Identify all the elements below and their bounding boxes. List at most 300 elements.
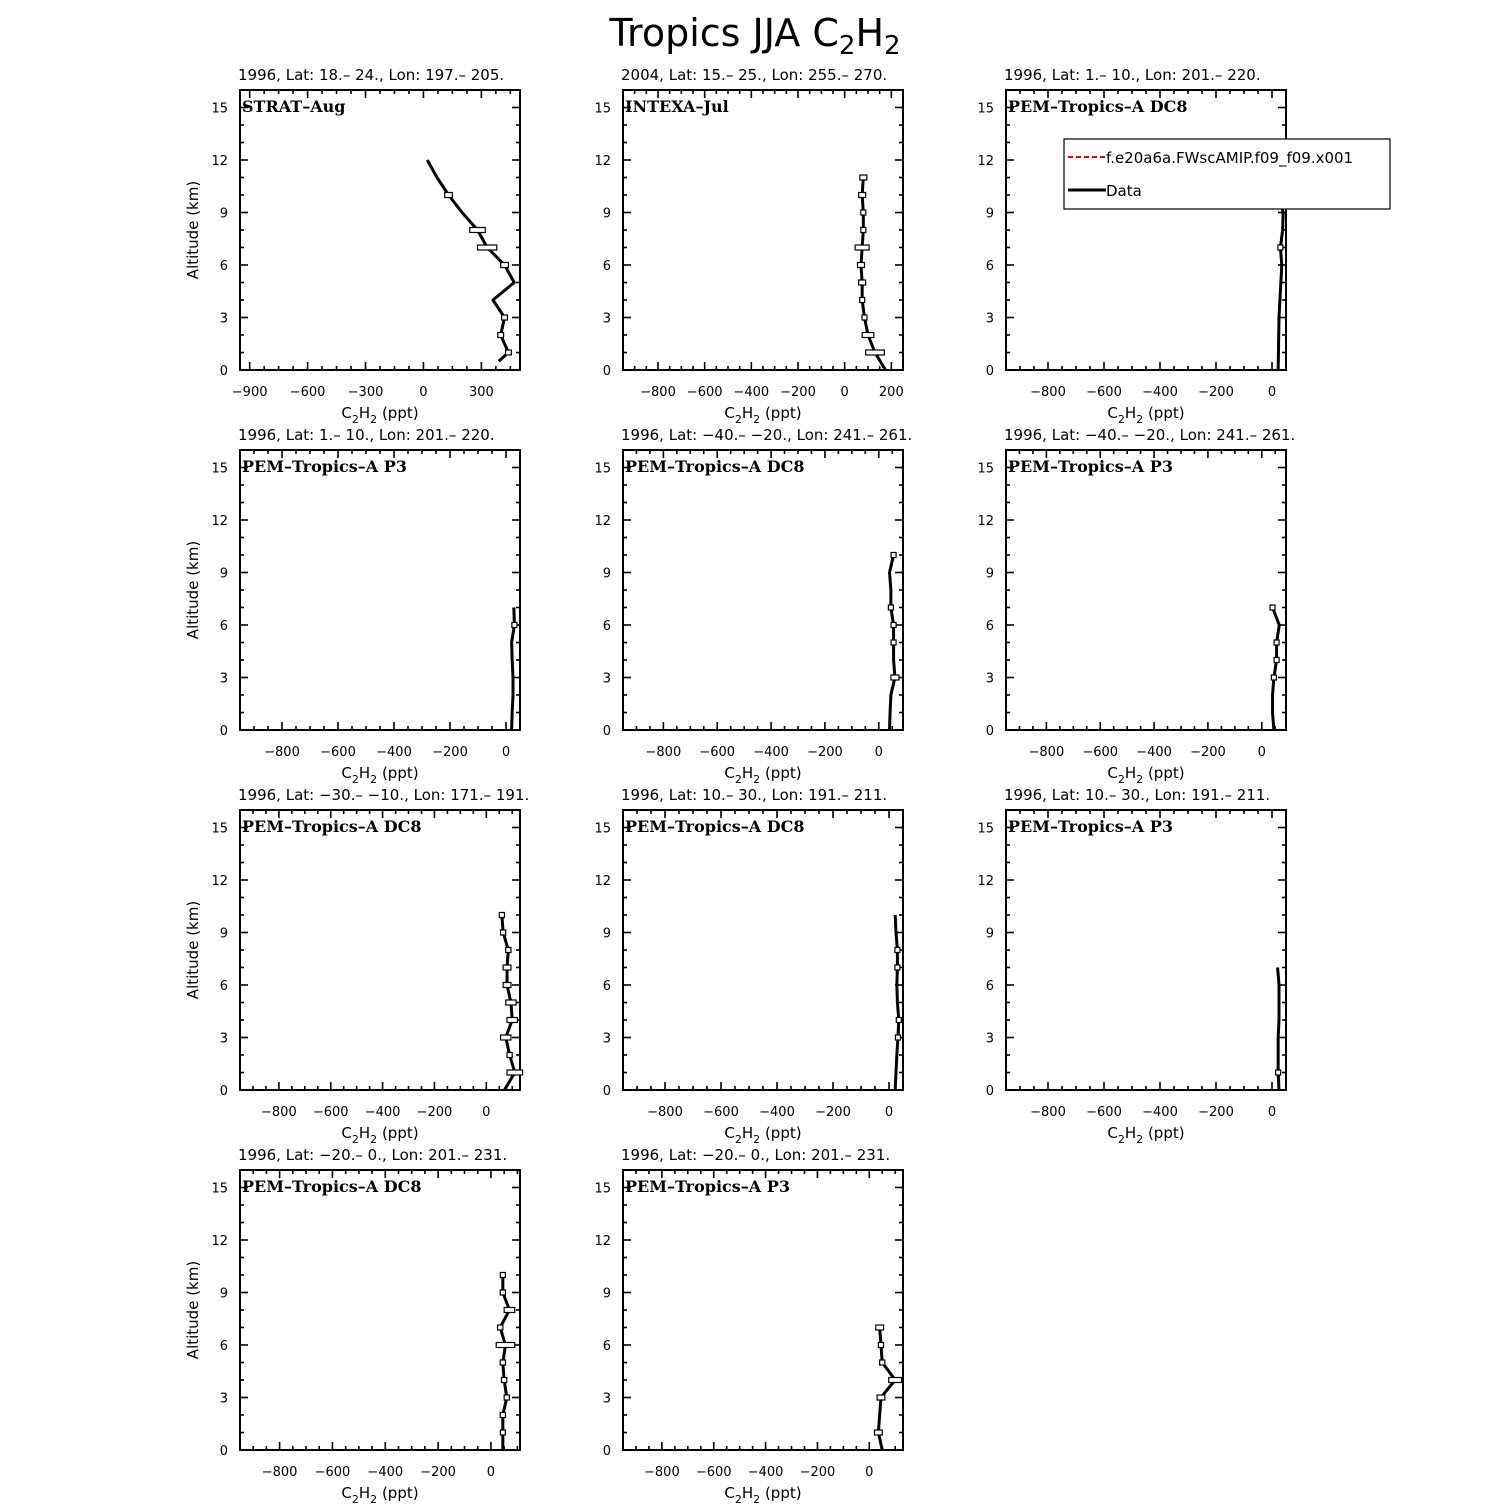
y-tick-label: 0 bbox=[985, 1084, 994, 1099]
x-axis-label bbox=[341, 764, 418, 786]
x-tick-label: 0 bbox=[865, 1465, 874, 1480]
error-box bbox=[507, 1070, 523, 1075]
x-tick-label: −400 bbox=[1142, 1105, 1178, 1120]
error-box bbox=[496, 1343, 514, 1348]
y-tick-label: 0 bbox=[602, 364, 611, 379]
y-tick-label: 3 bbox=[602, 1031, 611, 1047]
x-axis-label-part: (ppt) bbox=[377, 1124, 419, 1142]
y-tick-label: 12 bbox=[594, 514, 611, 529]
x-tick-label: −300 bbox=[347, 385, 384, 400]
x-axis-label-part: 2 bbox=[753, 773, 761, 786]
error-box bbox=[895, 1035, 900, 1040]
y-tick-label: 12 bbox=[211, 874, 228, 889]
x-axis-label bbox=[724, 1484, 801, 1506]
error-box bbox=[506, 1000, 516, 1005]
y-tick-label: 15 bbox=[594, 461, 611, 477]
error-box bbox=[445, 193, 453, 198]
error-box bbox=[860, 175, 867, 180]
panel-7 bbox=[184, 786, 529, 1146]
x-axis-label bbox=[1107, 1124, 1184, 1146]
error-box bbox=[501, 1035, 511, 1040]
error-box bbox=[499, 913, 504, 918]
y-tick-label: 15 bbox=[594, 101, 611, 117]
panel-tag: PEM–Tropics–A DC8 bbox=[625, 817, 805, 836]
y-tick-label: 6 bbox=[219, 619, 228, 634]
x-axis-label-part: 2 bbox=[370, 1133, 378, 1146]
panel-tag: PEM–Tropics–A DC8 bbox=[242, 1177, 422, 1196]
x-axis-label-part: 2 bbox=[370, 413, 378, 426]
x-axis-label-part: C bbox=[341, 404, 352, 422]
error-box bbox=[500, 1273, 505, 1278]
error-box bbox=[507, 1018, 517, 1023]
error-box bbox=[504, 1308, 515, 1313]
x-axis-label-part: (ppt) bbox=[1143, 1124, 1185, 1142]
x-tick-label: −800 bbox=[647, 1105, 683, 1120]
y-tick-label: 3 bbox=[219, 1391, 228, 1407]
x-axis-label-part: C bbox=[724, 764, 735, 782]
x-tick-label: −200 bbox=[780, 385, 816, 400]
x-tick-label: 0 bbox=[1267, 1105, 1277, 1120]
y-tick-label: 12 bbox=[594, 154, 611, 169]
x-axis-label-part: 2 bbox=[351, 773, 359, 786]
y-tick-label: 12 bbox=[594, 874, 611, 889]
y-tick-label: 6 bbox=[985, 979, 994, 994]
x-axis-label-part: C bbox=[724, 1484, 735, 1502]
x-tick-label: −900 bbox=[231, 385, 268, 400]
panel-tag: PEM–Tropics–A DC8 bbox=[242, 817, 422, 836]
x-axis-label-part: H bbox=[741, 404, 754, 422]
x-tick-label: −600 bbox=[1082, 745, 1119, 760]
panel-header: 1996, Lat: 1.– 10., Lon: 201.– 220. bbox=[238, 426, 495, 444]
y-tick-label: 15 bbox=[977, 461, 994, 477]
figure-title-main: Tropics JJA C bbox=[609, 11, 839, 55]
plot-frame bbox=[240, 1170, 520, 1450]
x-tick-label: −800 bbox=[640, 385, 676, 400]
error-box bbox=[507, 1053, 512, 1058]
plot-frame bbox=[623, 450, 903, 730]
x-axis-label-part: H bbox=[358, 764, 371, 782]
x-tick-label: 0 bbox=[1267, 385, 1277, 400]
error-box bbox=[859, 193, 866, 198]
x-axis-label-part: 2 bbox=[734, 413, 742, 426]
x-tick-label: −400 bbox=[364, 1105, 401, 1120]
data-profile-line bbox=[895, 915, 899, 1090]
x-tick-label: −200 bbox=[1198, 385, 1234, 400]
y-tick-label: 9 bbox=[602, 926, 611, 942]
error-box bbox=[1271, 675, 1276, 680]
legend bbox=[1064, 139, 1390, 209]
x-axis-label-part: 2 bbox=[753, 1133, 761, 1146]
x-axis-label-part: C bbox=[341, 1124, 352, 1142]
y-tick-label: 15 bbox=[594, 821, 611, 837]
x-axis-label-part: 2 bbox=[370, 1493, 378, 1506]
panel-tag: STRAT–Aug bbox=[242, 97, 346, 116]
error-box bbox=[891, 640, 896, 645]
x-axis-label-part: 2 bbox=[753, 413, 761, 426]
figure-title-mid: H bbox=[855, 11, 885, 55]
error-box bbox=[478, 245, 497, 250]
x-axis-label-part: (ppt) bbox=[760, 764, 802, 782]
panel-header: 1996, Lat: 10.– 30., Lon: 191.– 211. bbox=[621, 786, 888, 804]
panel-2 bbox=[594, 66, 903, 426]
error-box bbox=[855, 245, 869, 250]
panel-6 bbox=[977, 426, 1295, 786]
x-axis-label-part: (ppt) bbox=[760, 1124, 802, 1142]
x-tick-label: 0 bbox=[486, 1465, 496, 1480]
panel-tag: PEM–Tropics–A DC8 bbox=[625, 457, 805, 476]
x-axis-label-part: 2 bbox=[734, 773, 742, 786]
error-box bbox=[470, 228, 485, 233]
error-box bbox=[506, 350, 512, 355]
panel-header: 2004, Lat: 15.– 25., Lon: 255.– 270. bbox=[621, 66, 888, 84]
y-tick-label: 9 bbox=[985, 206, 994, 222]
plot-frame bbox=[623, 810, 903, 1090]
error-box bbox=[503, 965, 511, 970]
error-box bbox=[512, 623, 517, 628]
error-box bbox=[498, 1325, 503, 1330]
y-tick-label: 9 bbox=[602, 206, 611, 222]
x-axis-label-part: (ppt) bbox=[377, 404, 419, 422]
x-axis-label bbox=[1107, 764, 1184, 786]
error-box bbox=[859, 280, 866, 285]
error-box bbox=[858, 263, 865, 268]
panel-tag: PEM–Tropics–A P3 bbox=[625, 1177, 790, 1196]
error-box bbox=[502, 315, 508, 320]
x-tick-label: 0 bbox=[501, 745, 511, 760]
x-tick-label: 0 bbox=[419, 385, 428, 400]
x-axis-label bbox=[724, 1124, 801, 1146]
y-tick-label: 0 bbox=[985, 724, 994, 739]
x-axis-label-part: (ppt) bbox=[760, 1484, 802, 1502]
panel-header: 1996, Lat: −20.– 0., Lon: 201.– 231. bbox=[238, 1146, 508, 1164]
x-tick-label: −400 bbox=[1136, 745, 1172, 760]
x-axis-label-part: H bbox=[358, 1484, 371, 1502]
panel-tag: PEM–Tropics–A P3 bbox=[1008, 817, 1173, 836]
panel-11 bbox=[594, 1146, 903, 1506]
x-axis-label-part: 2 bbox=[734, 1133, 742, 1146]
panel-header: 1996, Lat: −20.– 0., Lon: 201.– 231. bbox=[621, 1146, 891, 1164]
x-tick-label: −800 bbox=[261, 1465, 298, 1480]
error-box bbox=[1274, 658, 1279, 663]
x-axis-label-part: 2 bbox=[1136, 773, 1144, 786]
x-tick-label: −200 bbox=[1190, 745, 1226, 760]
y-tick-label: 3 bbox=[219, 671, 228, 687]
y-axis-label: Altitude (km) bbox=[184, 180, 202, 280]
x-axis-label-part: H bbox=[741, 764, 754, 782]
x-axis-label-part: H bbox=[741, 1124, 754, 1142]
y-tick-label: 9 bbox=[602, 566, 611, 582]
panel-header: 1996, Lat: 18.– 24., Lon: 197.– 205. bbox=[238, 66, 505, 84]
x-tick-label: −600 bbox=[686, 385, 723, 400]
x-axis-label bbox=[341, 1484, 418, 1506]
panel-tag: PEM–Tropics–A P3 bbox=[242, 457, 407, 476]
x-tick-label: −200 bbox=[416, 1105, 453, 1120]
y-tick-label: 6 bbox=[602, 259, 611, 274]
x-axis-label-part: C bbox=[341, 1484, 352, 1502]
panel-3 bbox=[977, 66, 1390, 426]
panel-8 bbox=[594, 786, 903, 1146]
legend-label: f.e20a6a.FWscAMIP.f09_f09.x001 bbox=[1106, 149, 1354, 167]
error-box bbox=[862, 315, 867, 320]
panel-header: 1996, Lat: −40.– −20., Lon: 241.– 261. bbox=[621, 426, 913, 444]
panel-tag: PEM–Tropics–A P3 bbox=[1008, 457, 1173, 476]
x-axis-label-part: (ppt) bbox=[377, 764, 419, 782]
error-box bbox=[500, 1360, 505, 1365]
error-box bbox=[861, 210, 866, 215]
data-profile-line bbox=[861, 178, 886, 371]
x-axis-label-part: 2 bbox=[351, 413, 359, 426]
x-tick-label: −600 bbox=[314, 1465, 351, 1480]
x-axis-label-part: H bbox=[1124, 764, 1137, 782]
x-axis-label bbox=[724, 404, 801, 426]
x-tick-label: −200 bbox=[815, 1105, 851, 1120]
x-axis-label-part: 2 bbox=[1117, 1133, 1125, 1146]
x-axis-label-part: 2 bbox=[351, 1493, 359, 1506]
y-tick-label: 6 bbox=[602, 619, 611, 634]
x-tick-label: −800 bbox=[1028, 745, 1065, 760]
panel-header: 1996, Lat: −40.– −20., Lon: 241.– 261. bbox=[1004, 426, 1296, 444]
error-box bbox=[506, 948, 511, 953]
error-box bbox=[895, 948, 900, 953]
x-axis-label-part: C bbox=[341, 764, 352, 782]
x-tick-label: −400 bbox=[753, 745, 789, 760]
plot-frame bbox=[623, 1170, 903, 1450]
error-box bbox=[862, 333, 874, 338]
x-tick-label: 300 bbox=[468, 385, 494, 400]
x-tick-label: −200 bbox=[799, 1465, 836, 1480]
y-tick-label: 0 bbox=[219, 1084, 228, 1099]
x-tick-label: −800 bbox=[1030, 385, 1066, 400]
x-tick-label: −800 bbox=[644, 1465, 680, 1480]
x-tick-label: 0 bbox=[840, 385, 849, 400]
error-box bbox=[1270, 605, 1275, 610]
y-tick-label: 0 bbox=[985, 364, 994, 379]
x-tick-label: −200 bbox=[420, 1465, 456, 1480]
y-tick-label: 12 bbox=[977, 874, 994, 889]
error-box bbox=[502, 1378, 507, 1383]
x-axis-label-part: (ppt) bbox=[1143, 764, 1185, 782]
panel-header: 1996, Lat: 1.– 10., Lon: 201.– 220. bbox=[1004, 66, 1261, 84]
y-tick-label: 12 bbox=[211, 1234, 228, 1249]
data-profile-line bbox=[1273, 608, 1280, 731]
x-axis-label bbox=[341, 404, 418, 426]
x-tick-label: −600 bbox=[312, 1105, 349, 1120]
y-tick-label: 6 bbox=[985, 259, 994, 274]
x-axis-label-part: H bbox=[358, 404, 371, 422]
y-tick-label: 12 bbox=[977, 154, 994, 169]
x-tick-label: −800 bbox=[261, 1105, 297, 1120]
data-profile-line bbox=[427, 160, 514, 361]
y-tick-label: 9 bbox=[219, 1286, 228, 1302]
x-tick-label: −600 bbox=[289, 385, 326, 400]
error-box bbox=[891, 675, 899, 680]
y-tick-label: 12 bbox=[977, 514, 994, 529]
y-tick-label: 0 bbox=[602, 724, 611, 739]
error-box bbox=[895, 965, 900, 970]
error-box bbox=[880, 1360, 885, 1365]
x-tick-label: −400 bbox=[367, 1465, 404, 1480]
x-tick-label: −600 bbox=[320, 745, 356, 760]
x-tick-label: −800 bbox=[264, 745, 300, 760]
y-tick-label: 3 bbox=[219, 1031, 228, 1047]
panel-tag: INTEXA–Jul bbox=[625, 97, 729, 116]
y-tick-label: 0 bbox=[602, 1084, 611, 1099]
x-axis-label-part: 2 bbox=[734, 1493, 742, 1506]
x-axis-label-part: C bbox=[1107, 1124, 1118, 1142]
y-tick-label: 0 bbox=[219, 724, 228, 739]
plot-frame bbox=[1006, 810, 1286, 1090]
x-tick-label: 0 bbox=[1257, 745, 1266, 760]
y-tick-label: 15 bbox=[211, 821, 228, 837]
error-box bbox=[500, 1290, 505, 1295]
error-box bbox=[500, 1413, 505, 1418]
x-tick-label: −600 bbox=[699, 745, 736, 760]
x-axis-label-part: C bbox=[1107, 764, 1118, 782]
x-axis-label-part: H bbox=[358, 1124, 371, 1142]
x-axis-label-part: 2 bbox=[370, 773, 378, 786]
panel-header: 1996, Lat: 10.– 30., Lon: 191.– 211. bbox=[1004, 786, 1271, 804]
y-tick-label: 0 bbox=[602, 1444, 611, 1459]
error-box bbox=[503, 983, 511, 988]
panel-1 bbox=[184, 66, 520, 426]
figure-title bbox=[608, 11, 900, 61]
panel-header: 1996, Lat: −30.– −10., Lon: 171.– 191. bbox=[238, 786, 530, 804]
x-tick-label: 0 bbox=[874, 745, 883, 760]
y-tick-label: 6 bbox=[219, 1339, 228, 1354]
error-box bbox=[891, 623, 896, 628]
y-tick-label: 6 bbox=[602, 979, 611, 994]
panel-4 bbox=[184, 426, 520, 786]
y-tick-label: 6 bbox=[219, 259, 228, 274]
x-tick-label: −800 bbox=[645, 745, 682, 760]
error-box bbox=[1276, 1070, 1281, 1075]
x-tick-label: −600 bbox=[703, 1105, 739, 1120]
error-box bbox=[874, 1430, 882, 1435]
y-axis-label: Altitude (km) bbox=[184, 540, 202, 640]
x-tick-label: −400 bbox=[759, 1105, 795, 1120]
panel-10 bbox=[184, 1146, 520, 1506]
y-tick-label: 9 bbox=[219, 566, 228, 582]
error-box bbox=[501, 930, 506, 935]
panels-group bbox=[184, 66, 1390, 1506]
error-box bbox=[889, 1378, 902, 1383]
y-tick-label: 6 bbox=[985, 619, 994, 634]
x-axis-label-part: 2 bbox=[1117, 773, 1125, 786]
x-tick-label: −200 bbox=[432, 745, 468, 760]
y-tick-label: 3 bbox=[602, 671, 611, 687]
x-axis-label-part: 2 bbox=[753, 1493, 761, 1506]
error-box bbox=[1278, 245, 1283, 250]
error-box bbox=[861, 228, 866, 233]
y-tick-label: 0 bbox=[219, 1444, 228, 1459]
x-axis-label bbox=[1107, 404, 1184, 426]
plot-frame bbox=[1006, 450, 1286, 730]
y-tick-label: 3 bbox=[602, 311, 611, 327]
x-axis-label-part: 2 bbox=[1136, 1133, 1144, 1146]
error-box bbox=[878, 1343, 883, 1348]
error-box bbox=[860, 298, 865, 303]
x-axis-label-part: 2 bbox=[351, 1133, 359, 1146]
y-tick-label: 12 bbox=[211, 154, 228, 169]
x-tick-label: −200 bbox=[1198, 1105, 1234, 1120]
y-tick-label: 9 bbox=[985, 566, 994, 582]
y-tick-label: 15 bbox=[977, 101, 994, 117]
plot-frame bbox=[1006, 90, 1286, 370]
x-axis-label-part: (ppt) bbox=[377, 1484, 419, 1502]
error-box bbox=[896, 1018, 901, 1023]
x-tick-label: −400 bbox=[1142, 385, 1178, 400]
x-axis-label-part: H bbox=[741, 1484, 754, 1502]
x-tick-label: 200 bbox=[878, 385, 904, 400]
error-box bbox=[1274, 640, 1279, 645]
figure-title-sub2: 2 bbox=[884, 31, 901, 61]
y-tick-label: 6 bbox=[219, 979, 228, 994]
y-tick-label: 9 bbox=[219, 926, 228, 942]
y-axis-label: Altitude (km) bbox=[184, 900, 202, 1000]
y-tick-label: 15 bbox=[977, 821, 994, 837]
error-box bbox=[498, 333, 504, 338]
plot-frame bbox=[240, 810, 520, 1090]
y-tick-label: 6 bbox=[602, 1339, 611, 1354]
panel-9 bbox=[977, 786, 1286, 1146]
x-axis-label-part: (ppt) bbox=[760, 404, 802, 422]
error-box bbox=[891, 553, 896, 558]
figure-title-sub1: 2 bbox=[838, 31, 856, 61]
x-axis-label-part: 2 bbox=[1117, 413, 1125, 426]
x-axis-label-part: 2 bbox=[1136, 413, 1144, 426]
legend-label: Data bbox=[1106, 182, 1142, 200]
x-tick-label: −200 bbox=[807, 745, 843, 760]
x-axis-label-part: C bbox=[724, 1124, 735, 1142]
x-axis-label-part: C bbox=[1107, 404, 1118, 422]
y-tick-label: 3 bbox=[985, 311, 994, 327]
error-box bbox=[877, 1395, 885, 1400]
y-tick-label: 3 bbox=[602, 1391, 611, 1407]
error-box bbox=[876, 1325, 884, 1330]
x-tick-label: −400 bbox=[733, 385, 770, 400]
error-box bbox=[500, 1430, 505, 1435]
y-tick-label: 12 bbox=[594, 1234, 611, 1249]
y-tick-label: 12 bbox=[211, 514, 228, 529]
x-tick-label: −600 bbox=[695, 1465, 732, 1480]
x-axis-label bbox=[724, 764, 801, 786]
y-tick-label: 15 bbox=[211, 1181, 228, 1197]
panel-tag: PEM–Tropics–A DC8 bbox=[1008, 97, 1188, 116]
x-tick-label: −400 bbox=[747, 1465, 784, 1480]
x-axis-label-part: H bbox=[1124, 404, 1137, 422]
error-box bbox=[501, 263, 509, 268]
y-tick-label: 9 bbox=[985, 926, 994, 942]
y-tick-label: 9 bbox=[219, 206, 228, 222]
x-tick-label: 0 bbox=[884, 1105, 894, 1120]
y-tick-label: 9 bbox=[602, 1286, 611, 1302]
x-tick-label: −600 bbox=[1086, 1105, 1122, 1120]
y-axis-label: Altitude (km) bbox=[184, 1260, 202, 1360]
y-tick-label: 3 bbox=[985, 671, 994, 687]
x-tick-label: −400 bbox=[376, 745, 412, 760]
y-tick-label: 15 bbox=[211, 101, 228, 117]
x-tick-label: −800 bbox=[1030, 1105, 1066, 1120]
y-tick-label: 15 bbox=[594, 1181, 611, 1197]
y-tick-label: 3 bbox=[219, 311, 228, 327]
x-tick-label: −600 bbox=[1086, 385, 1122, 400]
plot-frame bbox=[240, 450, 520, 730]
y-tick-label: 15 bbox=[211, 461, 228, 477]
error-box bbox=[888, 605, 893, 610]
x-axis-label-part: (ppt) bbox=[1143, 404, 1185, 422]
x-axis-label bbox=[341, 1124, 418, 1146]
x-axis-label-part: C bbox=[724, 404, 735, 422]
